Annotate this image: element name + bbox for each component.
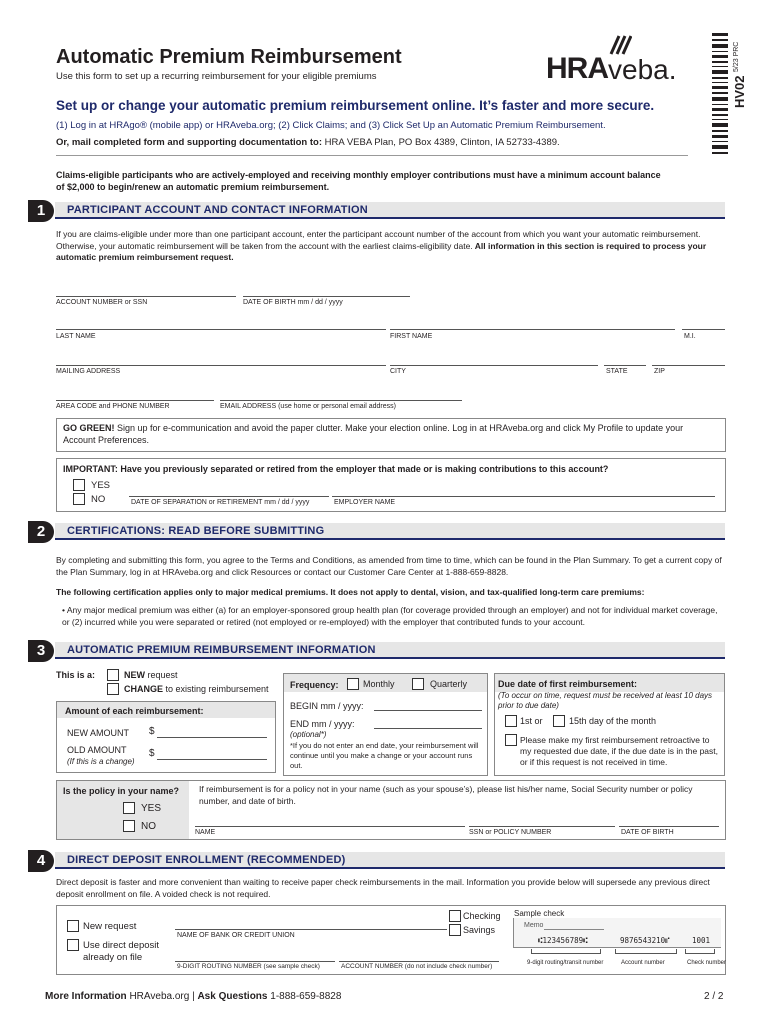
page-subtitle: Use this form to set up a recurring reimbursement for your eligible premiums — [56, 71, 377, 82]
separation-date-field[interactable] — [129, 483, 329, 497]
go-green-text — [63, 423, 713, 446]
logo-veba: veba. — [608, 54, 677, 85]
policy-ssn-field[interactable] — [469, 813, 615, 827]
quarterly-checkbox[interactable] — [412, 678, 424, 690]
old-amount-field[interactable] — [157, 746, 267, 760]
last-name-label: LAST NAME — [56, 333, 96, 340]
section-1-intro-text: If you are claims-eligible under more than one participant account, enter the participant account number of the account from which you want your automatic reimbursement. Otherwise, your automatic reimbursement will be taken from the account with the earliest claims-eligibility date. — [56, 229, 701, 251]
section-4-header — [55, 852, 725, 869]
routing-number-label: 9-DIGIT ROUTING NUMBER (see sample check) — [177, 963, 320, 970]
end-date-field[interactable] — [374, 715, 482, 729]
city-label: CITY — [390, 368, 406, 375]
account-bracket — [615, 949, 677, 954]
section-2-header — [55, 523, 725, 540]
separated-no-label: NO — [91, 494, 106, 505]
footer-phone: 1-888-659-8828 — [267, 991, 342, 1002]
savings-label: Savings — [463, 925, 496, 935]
end-optional: (optional*) — [290, 730, 327, 739]
online-headline: Set up or change your automatic premium reimbursement online. It’s faster and more secure. — [56, 98, 655, 113]
direct-deposit-box — [56, 905, 726, 975]
new-rest: request — [145, 670, 178, 680]
new-amount-label: NEW AMOUNT — [67, 728, 129, 738]
fifteenth-of-month-label: 15th day of the month — [569, 716, 657, 726]
section-2-terms: By completing and submitting this form, you agree to the Terms and Conditions, as amended from time to time, which can be found in the Plan Summary. To get a current copy of the Plan Summary, log in at HRAveba.org and click Resources or contact our Customer Care Center at 1-888-659-8828. — [56, 555, 722, 577]
section-4-intro: Direct deposit is faster and more convenient than waiting to receive paper check reimbursements in the mail. Information you provide below will supersede any previous direct deposit enrollment on file. A voided check is not required. — [56, 877, 710, 899]
logo-mark-icon — [608, 34, 632, 56]
check-bracket — [685, 949, 715, 954]
middle-initial-field[interactable] — [682, 316, 725, 330]
account-number-label: ACCOUNT NUMBER or SSN — [56, 299, 148, 306]
new-bold: NEW — [124, 670, 145, 680]
monthly-label: Monthly — [363, 679, 395, 689]
micr-check: 1001 — [692, 936, 711, 945]
end-label: END mm / yyyy: — [290, 719, 355, 729]
important-question: IMPORTANT: Have you previously separated or retired from the employer that made or is making contributions to this account? — [63, 464, 609, 474]
separated-no-checkbox[interactable] — [73, 493, 85, 505]
caption-routing: 9-digit routing/transit number — [527, 960, 604, 966]
section-4-number: 4 — [28, 850, 54, 872]
header-divider — [56, 155, 688, 156]
micr-routing: ⑆123456789⑆ — [538, 936, 588, 945]
retroactive-label: Please make my first reimbursement retroactive to my requested due date, if the due date is in the past, or if this request is not received in time. — [520, 735, 718, 767]
phone-label: AREA CODE and PHONE NUMBER — [56, 403, 170, 410]
footer-contact — [45, 991, 341, 1002]
end-note: *If you do not enter an end date, your reimbursement will continue until you make a change or your account runs out. — [290, 741, 479, 770]
state-field[interactable] — [604, 352, 646, 366]
account-number-deposit-label: ACCOUNT NUMBER (do not include check number) — [341, 963, 493, 970]
sample-check — [511, 908, 727, 974]
mail-address: HRA VEBA Plan, PO Box 4389, Clinton, IA 52733-4389. — [322, 137, 560, 148]
savings-checkbox[interactable] — [449, 924, 461, 936]
bank-name-label: NAME OF BANK OR CREDIT UNION — [177, 932, 295, 939]
existing-deposit-label: Use direct deposit already on file — [83, 940, 160, 963]
online-steps: (1) Log in at HRAgo® (mobile app) or HRAveba.org; (2) Click Claims; and (3) Click Set Up an Automatic Premium Reimbursement. — [56, 120, 606, 131]
new-amount-field[interactable] — [157, 724, 267, 738]
logo-hra: HRA — [546, 52, 608, 85]
begin-label: BEGIN mm / yyyy: — [290, 701, 364, 711]
first-name-field[interactable] — [390, 316, 675, 330]
employer-name-label: EMPLOYER NAME — [334, 499, 396, 506]
eligibility-note: Claims-eligible participants who are actively-employed and receiving monthly employer contributions must have a minimum account balance of $2,000 to begin/renew an automatic premium reimbursement. — [56, 170, 661, 192]
go-green-body: Sign up for e-communication and avoid the paper clutter. Make your election online. Log in at HRAveba.org and click My Profile to update your Account Preferences. — [63, 423, 684, 445]
barcode — [712, 33, 728, 157]
policy-dob-field[interactable] — [619, 813, 719, 827]
mailing-address-field[interactable] — [56, 352, 386, 366]
old-amount-dollar: $ — [149, 748, 155, 759]
section-2-cert-heading: The following certification applies only to major medical premiums. It does not apply to dental, vision, and tax-qualified long-term care premiums: — [56, 587, 645, 597]
section-2-number: 2 — [28, 521, 54, 543]
account-number-field[interactable] — [56, 283, 236, 297]
section-2-title: CERTIFICATIONS: READ BEFORE SUBMITTING — [67, 525, 325, 537]
footer-more-info-heading: More Information — [45, 991, 127, 1002]
policy-note: If reimbursement is for a policy not in your name (such as your spouse’s), please list his/her name, Social Security number or policy number, and date of birth. — [199, 784, 693, 806]
sample-memo-line — [544, 929, 604, 930]
bank-name-field[interactable] — [175, 916, 447, 930]
amount-title: Amount of each reimbursement: — [65, 706, 204, 716]
first-name-label: FIRST NAME — [390, 333, 433, 340]
caption-check: Check number — [687, 960, 727, 966]
frequency-box — [283, 673, 488, 776]
policy-box — [56, 780, 726, 840]
date-of-birth-field[interactable] — [243, 283, 410, 297]
sample-check-body — [513, 918, 721, 948]
section-4-title: DIRECT DEPOSIT ENROLLMENT (RECOMMENDED) — [67, 854, 346, 866]
form-code-date: 5/23 PRC — [733, 41, 740, 72]
caption-account: Account number — [621, 960, 665, 966]
policy-no-checkbox[interactable] — [123, 820, 135, 832]
mail-prefix: Or, mail completed form and supporting documentation to: — [56, 137, 323, 148]
checking-checkbox[interactable] — [449, 910, 461, 922]
account-number-deposit-field[interactable] — [339, 948, 499, 962]
separation-date-label: DATE OF SEPARATION or RETIREMENT mm / dd / yyyy — [131, 499, 310, 506]
phone-field[interactable] — [56, 387, 214, 401]
section-1-intro-required: All information in this section is required to process your automatic premium reimbursement request. — [56, 240, 707, 262]
zip-label: ZIP — [654, 368, 665, 375]
email-label: EMAIL ADDRESS (use home or personal email address) — [220, 403, 396, 410]
old-amount-note: (If this is a change) — [67, 757, 135, 766]
section-1-title: PARTICIPANT ACCOUNT AND CONTACT INFORMATION — [67, 204, 368, 216]
policy-dob-label: DATE OF BIRTH — [621, 829, 674, 836]
important-box — [56, 458, 726, 512]
date-of-birth-label: DATE OF BIRTH mm / dd / yyyy — [243, 299, 343, 306]
section-1-header — [55, 202, 725, 219]
monthly-checkbox[interactable] — [347, 678, 359, 690]
page-number: 2 / 2 — [704, 991, 724, 1002]
this-is-a-label: This is a: — [56, 670, 96, 680]
policy-no-label: NO — [141, 821, 156, 832]
policy-yes-checkbox[interactable] — [123, 802, 135, 814]
due-date-title: Due date of first reimbursement: — [498, 679, 638, 689]
sample-memo: Memo — [524, 922, 544, 929]
new-request-label — [124, 670, 178, 680]
email-field[interactable] — [220, 387, 462, 401]
city-field[interactable] — [390, 352, 598, 366]
go-green-box — [56, 418, 726, 452]
middle-initial-label: M.I. — [684, 333, 696, 340]
existing-deposit-checkbox[interactable] — [67, 939, 79, 951]
policy-yes-label: YES — [141, 803, 162, 814]
new-request-checkbox[interactable] — [107, 669, 119, 681]
retroactive-checkbox[interactable] — [505, 734, 517, 746]
mailing-address-label: MAILING ADDRESS — [56, 368, 121, 375]
first-of-month-checkbox[interactable] — [505, 715, 517, 727]
section-3-number: 3 — [28, 640, 54, 662]
routing-bracket — [531, 949, 601, 954]
due-date-box — [494, 673, 725, 776]
policy-name-field[interactable] — [195, 813, 465, 827]
employer-name-field[interactable] — [332, 483, 715, 497]
change-request-label — [124, 684, 269, 694]
change-bold: CHANGE — [124, 684, 164, 694]
policy-question: Is the policy in your name? — [63, 786, 180, 796]
section-1-intro — [56, 229, 726, 264]
amount-box — [56, 701, 276, 773]
zip-field[interactable] — [652, 352, 725, 366]
mail-instructions — [56, 137, 560, 148]
first-of-month-label: 1st or — [520, 716, 543, 726]
fifteenth-of-month-checkbox[interactable] — [553, 715, 565, 727]
form-code: HV02 — [732, 75, 747, 108]
new-deposit-checkbox[interactable] — [67, 920, 79, 932]
new-deposit-label: New request — [83, 921, 137, 932]
checking-label: Checking — [463, 911, 501, 921]
section-3-title: AUTOMATIC PREMIUM REIMBURSEMENT INFORMATION — [67, 644, 376, 656]
old-amount-label: OLD AMOUNT — [67, 745, 127, 755]
change-request-checkbox[interactable] — [107, 683, 119, 695]
quarterly-label: Quarterly — [430, 679, 468, 689]
go-green-heading: GO GREEN! — [63, 423, 115, 433]
section-1-number: 1 — [28, 200, 54, 222]
hraveba-logo — [546, 46, 696, 86]
page-title: Automatic Premium Reimbursement — [56, 46, 402, 68]
new-amount-dollar: $ — [149, 726, 155, 737]
footer-website: HRAveba.org | — [126, 991, 198, 1002]
state-label: STATE — [606, 368, 628, 375]
micr-account: 9876543210⑈ — [620, 936, 670, 945]
sample-check-label: Sample check — [514, 909, 565, 918]
last-name-field[interactable] — [56, 316, 386, 330]
section-3-header — [55, 642, 725, 659]
policy-name-label: NAME — [195, 829, 216, 836]
frequency-label: Frequency: — [290, 680, 339, 690]
begin-date-field[interactable] — [374, 697, 482, 711]
routing-number-field[interactable] — [175, 948, 335, 962]
separated-yes-label: YES — [91, 480, 111, 491]
due-date-note: (To occur on time, request must be received at least 10 days prior to due date) — [498, 691, 713, 710]
section-2-cert-bullet: • Any major medical premium was either (a) for an employer-sponsored group health plan (for coverage provided through an employer) and not for individual market coverage, or (2) incurred while you were separated or retired (not employed or re-employed) with the employer that contributed funds to your account. — [62, 605, 718, 627]
footer-questions-heading: Ask Questions — [197, 991, 268, 1002]
change-rest: to existing reimbursement — [163, 684, 269, 694]
separated-yes-checkbox[interactable] — [73, 479, 85, 491]
policy-ssn-label: SSN or POLICY NUMBER — [469, 829, 552, 836]
